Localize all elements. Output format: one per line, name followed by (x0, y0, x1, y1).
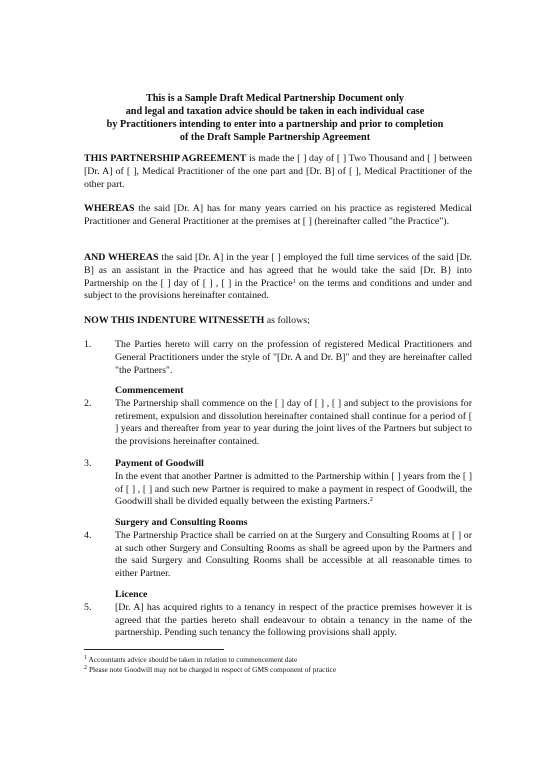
heading-line-2: and legal and taxation advice should be taken in each individual case (125, 106, 425, 117)
clause-number: 4. (84, 530, 92, 541)
footnote-number: 2 (84, 664, 88, 671)
clause-text: [Dr. A] has acquired rights to a tenancy in respect of the practice premises however it is agreed that the parties hereto shall endeavour to obtain a tenancy in the name of the partnership. Pending such tenancy the following provisions shall apply. (115, 601, 472, 639)
clause-4 (115, 517, 472, 581)
clause-number: 3. (84, 458, 92, 469)
intro-paragraph (84, 153, 472, 191)
footnote-ref-2: 2 (369, 496, 373, 504)
witnesseth-lead: NOW THIS INDENTURE WITNESSETH (84, 315, 265, 326)
clause-1 (115, 339, 472, 377)
heading-line-3: by Practitioners intending to enter into a partnership and prior to completion (106, 119, 444, 130)
clause-number: 1. (84, 339, 92, 350)
footnote-1 (84, 655, 297, 664)
heading-line-1: This is a Sample Draft Medical Partnership Document only (145, 93, 405, 104)
footnote-number: 1 (84, 654, 88, 661)
clause-3 (115, 458, 472, 509)
heading-line-4: of the Draft Sample Partnership Agreement (179, 132, 371, 143)
whereas-text: the said [Dr. A] has for many years carried on his practice as registered Medical Practitioner and General Practitioner at the premises at [ ] (hereinafter called "the Practice"). (84, 203, 472, 227)
clause-2 (115, 385, 472, 449)
intro-lead: THIS PARTNERSHIP AGREEMENT (84, 153, 247, 164)
clause-text: The Partnership Practice shall be carried on at the Surgery and Consulting Rooms at [ ] or at such other Surgery and Consulting Rooms as shall be agreed upon by the Partners and the said Surgery and Consulting Rooms shall be accessible at all reasonable times to either Partner. (115, 529, 472, 580)
footnote-text: Accountants advice should be taken in relation to commencement date (87, 655, 298, 664)
witnesseth-paragraph (84, 315, 472, 328)
intro-text: is made the [ ] day of [ ] Two Thousand and [ ] between [Dr. A] of [ ], Medical Practitioner of the one part and [Dr. B] of [ ], Medical Practitioner of the other part. (84, 153, 473, 190)
clause-5 (115, 589, 472, 640)
and-whereas-lead: AND WHEREAS (84, 252, 159, 263)
clause-text: In the event that another Partner is admitted to the Partnership within [ ] years from the [ ] of [ ] , [ ] and such new Partner is required to make a payment in respect of Goodwill, the Goodwill shall be divided equally between the existing Partners. (115, 470, 472, 508)
clause-number: 5. (84, 602, 92, 613)
footnote-separator (84, 649, 224, 650)
witnesseth-text: as follows; (264, 315, 310, 326)
clause-text: The Parties hereto will carry on the profession of registered Medical Practitioners and General Practitioners under the style of "[Dr. A and Dr. B]" and they are hereinafter called "the Partners". (115, 339, 472, 376)
and-whereas-text-1: the said [Dr. A] in the year [ ] employed the full time services of the said [Dr. B] as an assistant in the Practice and has agreed that he would take the said [Dr. B} into Partnership on the [ ] day of [ ] , [ ] in the Practice (84, 252, 472, 289)
whereas-paragraph (84, 203, 472, 229)
clause-title: Licence (115, 589, 148, 600)
footnote-ref-1: 1 (292, 277, 296, 285)
document-disclaimer-heading (60, 92, 490, 144)
clause-title: Commencement (115, 385, 184, 396)
footnote-2 (84, 665, 336, 674)
clause-text: The Partnership shall commence on the [ ] day of [ ] , [ ] and subject to the provisions for retirement, expulsion and dissolution hereinafter contained shall continue for a period of [ ] years and thereafter from year to year during the joint lives of the Partners but subject to the provisions hereinafter contained. (115, 397, 472, 448)
clause-number: 2. (84, 398, 92, 409)
and-whereas-text-2: on the terms and conditions and under and subject to the provisions hereinafter contained. (84, 277, 472, 302)
clause-title: Payment of Goodwill (115, 458, 204, 469)
clause-title: Surgery and Consulting Rooms (115, 517, 248, 528)
and-whereas-paragraph (84, 252, 472, 303)
whereas-lead: WHEREAS (84, 203, 135, 214)
footnote-text: Please note Goodwill may not be charged in respect of GMS component of practice (87, 665, 337, 674)
